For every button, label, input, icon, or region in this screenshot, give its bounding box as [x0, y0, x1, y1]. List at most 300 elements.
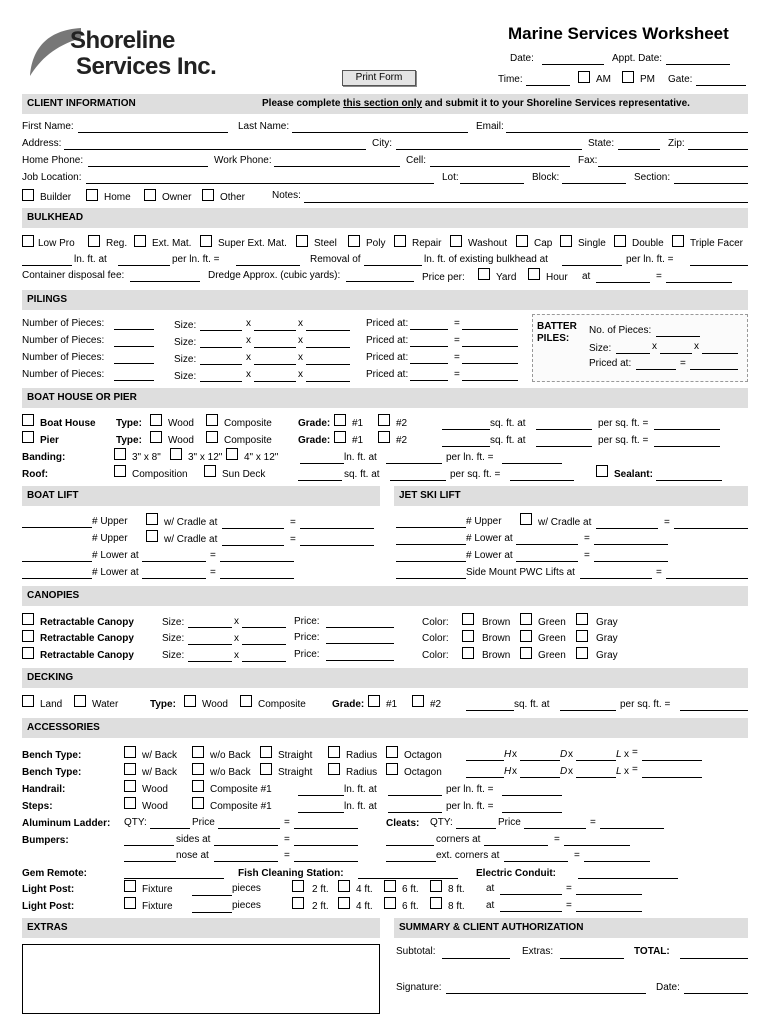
size-field-b[interactable] — [254, 347, 296, 348]
canopy-color-label: Color: — [422, 633, 449, 644]
x-label: x — [298, 369, 303, 380]
bench-l-field[interactable] — [576, 777, 616, 778]
sqft-at-label: sq. ft. at — [490, 435, 526, 446]
priced-at-field[interactable] — [410, 363, 448, 364]
bl-upper1-qty[interactable] — [22, 527, 92, 528]
light-total-field[interactable] — [576, 911, 642, 912]
size-field-a[interactable] — [200, 347, 242, 348]
canopy-price-label: Price: — [294, 616, 320, 627]
per-lnft-label-2: per ln. ft. = — [626, 254, 674, 265]
canopy-price-field[interactable] — [326, 627, 394, 628]
hour-checkbox[interactable] — [528, 268, 540, 280]
brown-label: Brown — [482, 650, 511, 661]
bl-lower2-rate[interactable] — [142, 578, 206, 579]
bh-composite-checkbox[interactable] — [206, 414, 218, 426]
owner-label: Owner — [162, 192, 192, 203]
appt-date-field[interactable] — [666, 64, 730, 65]
ladder-qty-field[interactable] — [150, 828, 190, 829]
x-label: x — [246, 335, 251, 346]
h-label: H — [504, 766, 512, 777]
wo-back-checkbox[interactable] — [192, 746, 204, 758]
home-label: Home — [104, 192, 131, 203]
owner-checkbox[interactable] — [144, 189, 156, 201]
ext-corners-at-label: ext. corners at — [436, 850, 500, 861]
roof-rate-field[interactable] — [390, 480, 446, 481]
ladder-price-field[interactable] — [218, 828, 280, 829]
date-label: Date: — [510, 53, 534, 64]
sealant-checkbox[interactable] — [596, 465, 608, 477]
js-side-mount-total[interactable] — [666, 578, 748, 579]
num-pieces-label: Number of Pieces: — [22, 352, 105, 363]
bh-grade1-checkbox[interactable] — [334, 414, 346, 426]
pier-label: Pier — [40, 435, 59, 446]
signature-field[interactable] — [446, 993, 646, 994]
light-total-field[interactable] — [576, 894, 642, 895]
radius-checkbox[interactable] — [328, 763, 340, 775]
triple-facer-checkbox[interactable] — [672, 235, 684, 247]
last-name-label: Last Name: — [238, 121, 290, 132]
canopy-x: x — [234, 650, 239, 661]
canopy-size-b[interactable] — [242, 644, 286, 645]
num-pieces-field[interactable] — [114, 363, 154, 364]
ft2-checkbox[interactable] — [292, 897, 304, 909]
other-checkbox[interactable] — [202, 189, 214, 201]
size-field-c[interactable] — [306, 347, 350, 348]
super-ext-mat-checkbox[interactable] — [200, 235, 212, 247]
canopy-green-checkbox[interactable] — [520, 613, 532, 625]
print-form-button[interactable]: Print Form — [342, 70, 416, 86]
canopy-x: x — [234, 633, 239, 644]
home-phone-label: Home Phone: — [22, 155, 84, 166]
block-field[interactable] — [562, 183, 626, 184]
single-checkbox[interactable] — [560, 235, 572, 247]
size-field-a[interactable] — [200, 364, 242, 365]
handrail-lnft-field[interactable] — [298, 795, 344, 796]
decking-sqft-field[interactable] — [466, 710, 514, 711]
bl-lower1-total[interactable] — [220, 561, 294, 562]
bench-d-field[interactable] — [520, 760, 560, 761]
ft2-checkbox[interactable] — [292, 880, 304, 892]
bulkhead-total-field[interactable] — [236, 265, 300, 266]
bumper-sides-rate[interactable] — [214, 845, 278, 846]
canopy-price-field[interactable] — [326, 660, 394, 661]
bl-cradle2-total[interactable] — [300, 545, 374, 546]
section-field[interactable] — [674, 183, 748, 184]
batter-priced-field[interactable] — [636, 369, 676, 370]
instruction-post: and submit it to your Shoreline Services representative. — [422, 98, 690, 109]
bumper-ext-corners-qty[interactable] — [386, 861, 436, 862]
size-field-a[interactable] — [200, 330, 242, 331]
sealant-field[interactable] — [656, 480, 722, 481]
bench-h-field[interactable] — [466, 777, 504, 778]
ft4-checkbox[interactable] — [338, 880, 350, 892]
ladder-price-label: Price — [192, 817, 215, 828]
js-lower2-total[interactable] — [594, 561, 668, 562]
conduit-field[interactable] — [578, 878, 678, 879]
steps-total-field[interactable] — [502, 812, 562, 813]
bl-cradle1-checkbox[interactable] — [146, 513, 158, 525]
wood-label: Wood — [168, 435, 194, 446]
canopy-checkbox[interactable] — [22, 630, 34, 642]
home-phone-field[interactable] — [88, 166, 208, 167]
banding-3x12-checkbox[interactable] — [170, 448, 182, 460]
banding-lnft-field[interactable] — [300, 463, 344, 464]
home-checkbox[interactable] — [86, 189, 98, 201]
cap-checkbox[interactable] — [516, 235, 528, 247]
batter-size-a[interactable] — [616, 353, 650, 354]
bench-h-field[interactable] — [466, 760, 504, 761]
fish-station-field[interactable] — [358, 878, 458, 879]
decking-grade2-checkbox[interactable] — [412, 695, 424, 707]
js-eq: = — [664, 517, 670, 528]
bl-cradle1-rate[interactable] — [222, 528, 284, 529]
priced-at-field[interactable] — [410, 329, 448, 330]
bumper-corners-qty[interactable] — [386, 845, 434, 846]
priced-at-field[interactable] — [410, 346, 448, 347]
decking-grade1-label: #1 — [386, 699, 398, 710]
pm-checkbox[interactable] — [622, 71, 634, 83]
batter-eq-label: = — [680, 358, 686, 369]
steps-lnft-field[interactable] — [298, 812, 344, 813]
dredge-total-field[interactable] — [666, 282, 732, 283]
subtotal-label: Subtotal: — [396, 946, 436, 957]
low-pro-checkbox[interactable] — [22, 235, 34, 247]
washout-checkbox[interactable] — [450, 235, 462, 247]
pieces-field[interactable] — [192, 895, 232, 896]
handrail-composite-checkbox[interactable] — [192, 780, 204, 792]
first-name-label: First Name: — [22, 121, 74, 132]
dredge-rate-field[interactable] — [596, 282, 650, 283]
canopy-size-b[interactable] — [242, 661, 286, 662]
address-field[interactable] — [64, 149, 366, 150]
straight-label: Straight — [278, 767, 313, 778]
pier-composite-checkbox[interactable] — [206, 431, 218, 443]
zip-field[interactable] — [688, 149, 748, 150]
decking-wood-checkbox[interactable] — [184, 695, 196, 707]
email-field[interactable] — [506, 132, 748, 133]
bl-lower1-qty[interactable] — [22, 561, 92, 562]
l-label: L — [616, 766, 622, 777]
decking-wood-label: Wood — [202, 699, 228, 710]
decking-rate-field[interactable] — [560, 710, 616, 711]
double-checkbox[interactable] — [614, 235, 626, 247]
ladder-total-field[interactable] — [294, 828, 358, 829]
signature-label: Signature: — [396, 982, 442, 993]
handrail-per-lnft-label: per ln. ft. = — [446, 784, 494, 795]
roof-sqft-field[interactable] — [298, 480, 342, 481]
handrail-wood-checkbox[interactable] — [124, 780, 136, 792]
x-label: x — [298, 318, 303, 329]
sun-deck-checkbox[interactable] — [204, 465, 216, 477]
green-label: Green — [538, 617, 566, 628]
am-checkbox[interactable] — [578, 71, 590, 83]
bl-lower2-qty[interactable] — [22, 578, 92, 579]
bl-cradle1-total[interactable] — [300, 528, 374, 529]
size-field-c[interactable] — [306, 381, 350, 382]
yard-checkbox[interactable] — [478, 268, 490, 280]
bh-total-field[interactable] — [654, 429, 720, 430]
js-cradle-rate[interactable] — [596, 528, 658, 529]
decking-total-field[interactable] — [680, 710, 748, 711]
bh-rate-field[interactable] — [536, 429, 592, 430]
composite-label: Composite — [224, 435, 272, 446]
batter-total-field[interactable] — [690, 369, 738, 370]
bench-total-field[interactable] — [642, 777, 702, 778]
grade-label: Grade: — [298, 418, 331, 429]
canopy-checkbox[interactable] — [22, 613, 34, 625]
gate-field[interactable] — [696, 85, 746, 86]
gem-remote-label: Gem Remote: — [22, 868, 88, 879]
canopy-gray-checkbox[interactable] — [576, 613, 588, 625]
bh-grade2-checkbox[interactable] — [378, 414, 390, 426]
bumper-corners-total[interactable] — [564, 845, 630, 846]
cleats-total-field[interactable] — [600, 828, 664, 829]
num-pieces-field[interactable] — [114, 346, 154, 347]
total-field[interactable] — [680, 958, 748, 959]
banding-rate-field[interactable] — [386, 463, 442, 464]
x-label: x — [246, 352, 251, 363]
removal-lnft-field[interactable] — [364, 265, 422, 266]
per-sqft-label: per sq. ft. = — [598, 418, 649, 429]
js-side-mount-qty[interactable] — [396, 578, 466, 579]
extras-total-field[interactable] — [560, 958, 624, 959]
removal-total-field[interactable] — [690, 265, 748, 266]
piling-total-field[interactable] — [462, 363, 518, 364]
bench-d-field[interactable] — [520, 777, 560, 778]
light-rate-field[interactable] — [500, 894, 562, 895]
cleats-price-field[interactable] — [524, 828, 586, 829]
fixture-checkbox[interactable] — [124, 897, 136, 909]
work-phone-field[interactable] — [274, 166, 400, 167]
bl-lower2-total[interactable] — [220, 578, 294, 579]
w-back-checkbox[interactable] — [124, 746, 136, 758]
pier-grade2-checkbox[interactable] — [378, 431, 390, 443]
canopy-gray-checkbox[interactable] — [576, 630, 588, 642]
pier-total-field[interactable] — [654, 446, 720, 447]
boat-house-heading: BOAT HOUSE OR PIER — [27, 392, 137, 403]
fax-field[interactable] — [598, 166, 748, 167]
num-pieces-field[interactable] — [114, 380, 154, 381]
steel-checkbox[interactable] — [296, 235, 308, 247]
decking-heading: DECKING — [27, 672, 74, 683]
gray-label: Gray — [596, 650, 618, 661]
bumper-ext-corners-rate[interactable] — [504, 861, 568, 862]
size-field-b[interactable] — [254, 364, 296, 365]
eq-label: = — [454, 318, 460, 329]
canopy-green-checkbox[interactable] — [520, 630, 532, 642]
roof-composition-checkbox[interactable] — [114, 465, 126, 477]
canopy-size-a[interactable] — [188, 661, 232, 662]
pieces-label: pieces — [232, 883, 261, 894]
js-side-mount-rate[interactable] — [580, 578, 652, 579]
steps-rate-field[interactable] — [388, 812, 442, 813]
batter-size-b[interactable] — [660, 353, 692, 354]
canopy-brown-checkbox[interactable] — [462, 613, 474, 625]
js-lower1-qty[interactable] — [396, 544, 466, 545]
pier-grade1-checkbox[interactable] — [334, 431, 346, 443]
piling-total-field[interactable] — [462, 380, 518, 381]
radius-label: Radius — [346, 750, 378, 761]
piling-total-field[interactable] — [462, 346, 518, 347]
w-back-checkbox[interactable] — [124, 763, 136, 775]
pier-sqft-field[interactable] — [442, 446, 490, 447]
ft6-label: 6 ft. — [402, 901, 419, 912]
poly-checkbox[interactable] — [348, 235, 360, 247]
reg-checkbox[interactable] — [88, 235, 100, 247]
bulkhead-lnft-field[interactable] — [22, 265, 72, 266]
state-field[interactable] — [618, 149, 660, 150]
grade2-label: #2 — [396, 418, 408, 429]
js-lower2-qty[interactable] — [396, 561, 466, 562]
handrail-total-field[interactable] — [502, 795, 562, 796]
bumper-nose-total[interactable] — [294, 861, 358, 862]
bh-sqft-field[interactable] — [442, 429, 490, 430]
banding-4x12-checkbox[interactable] — [226, 448, 238, 460]
super-ext-mat-label: Super Ext. Mat. — [218, 238, 287, 249]
handrail-rate-field[interactable] — [388, 795, 442, 796]
time-field[interactable] — [526, 85, 570, 86]
banding-4x12-label: 4" x 12" — [244, 452, 279, 463]
canopy-checkbox[interactable] — [22, 647, 34, 659]
ft4-checkbox[interactable] — [338, 897, 350, 909]
js-lower2-rate[interactable] — [516, 561, 578, 562]
bl-lower1-rate[interactable] — [142, 561, 206, 562]
bumper-ext-corners-total[interactable] — [584, 861, 650, 862]
batter-size-c[interactable] — [702, 353, 738, 354]
bulkhead-rate-field[interactable] — [118, 265, 170, 266]
bl-cradle2-checkbox[interactable] — [146, 530, 158, 542]
pier-wood-checkbox[interactable] — [150, 431, 162, 443]
canopy-size-a[interactable] — [188, 644, 232, 645]
decking-composite-checkbox[interactable] — [240, 695, 252, 707]
signature-date-field[interactable] — [684, 993, 748, 994]
ft6-checkbox[interactable] — [384, 897, 396, 909]
cleats-price-label: Price — [498, 817, 521, 828]
size-field-b[interactable] — [254, 381, 296, 382]
builder-checkbox[interactable] — [22, 189, 34, 201]
dredge-field[interactable] — [346, 281, 414, 282]
hour-label: Hour — [546, 272, 568, 283]
canopy-size-a[interactable] — [188, 627, 232, 628]
batter-num-field[interactable] — [656, 336, 700, 337]
light-rate-field[interactable] — [500, 911, 562, 912]
bumper-nose-qty[interactable] — [124, 861, 176, 862]
wo-back-checkbox[interactable] — [192, 763, 204, 775]
straight-checkbox[interactable] — [260, 763, 272, 775]
cleats-qty-field[interactable] — [456, 828, 496, 829]
date-field[interactable] — [542, 64, 604, 65]
size-field-b[interactable] — [254, 330, 296, 331]
boat-house-checkbox[interactable] — [22, 414, 34, 426]
notes-field[interactable] — [304, 202, 748, 203]
piling-total-field[interactable] — [462, 329, 518, 330]
sqft-at-label: sq. ft. at — [490, 418, 526, 429]
octagon-checkbox[interactable] — [386, 763, 398, 775]
js-upper-qty[interactable] — [396, 527, 466, 528]
cell-field[interactable] — [430, 166, 570, 167]
lot-field[interactable] — [460, 183, 524, 184]
first-name-field[interactable] — [78, 132, 228, 133]
ft8-checkbox[interactable] — [430, 880, 442, 892]
fixture-checkbox[interactable] — [124, 880, 136, 892]
size-field-a[interactable] — [200, 381, 242, 382]
decking-grade1-checkbox[interactable] — [368, 695, 380, 707]
bl-cradle2-rate[interactable] — [222, 545, 284, 546]
ft8-checkbox[interactable] — [430, 897, 442, 909]
gray-label: Gray — [596, 633, 618, 644]
bumper-nose-rate[interactable] — [214, 861, 278, 862]
x-label: x — [624, 766, 629, 777]
bumper-sides-total[interactable] — [294, 845, 358, 846]
js-cradle-total[interactable] — [674, 528, 748, 529]
radius-checkbox[interactable] — [328, 746, 340, 758]
priced-at-field[interactable] — [410, 380, 448, 381]
canopy-size-b[interactable] — [242, 627, 286, 628]
banding-3x8-checkbox[interactable] — [114, 448, 126, 460]
octagon-checkbox[interactable] — [386, 746, 398, 758]
canopy-brown-checkbox[interactable] — [462, 630, 474, 642]
decking-sqft-at-label: sq. ft. at — [514, 699, 550, 710]
ft6-checkbox[interactable] — [384, 880, 396, 892]
banding-total-field[interactable] — [502, 463, 562, 464]
size-field-c[interactable] — [306, 330, 350, 331]
bh-wood-checkbox[interactable] — [150, 414, 162, 426]
steps-wood-checkbox[interactable] — [124, 797, 136, 809]
city-field[interactable] — [396, 149, 582, 150]
bumper-eq: = — [574, 850, 580, 861]
num-pieces-field[interactable] — [114, 329, 154, 330]
bumper-sides-qty[interactable] — [124, 845, 174, 846]
pieces-field[interactable] — [192, 912, 232, 913]
bumper-corners-rate[interactable] — [484, 845, 548, 846]
steps-composite-checkbox[interactable] — [192, 797, 204, 809]
canopy-gray-checkbox[interactable] — [576, 647, 588, 659]
canopy-price-field[interactable] — [326, 643, 394, 644]
size-field-c[interactable] — [306, 364, 350, 365]
bench-type-label: Bench Type: — [22, 767, 82, 778]
removal-rate-field[interactable] — [562, 265, 622, 266]
canopy-green-checkbox[interactable] — [520, 647, 532, 659]
canopy-brown-checkbox[interactable] — [462, 647, 474, 659]
js-lower1-total[interactable] — [594, 544, 668, 545]
roof-total-field[interactable] — [510, 480, 574, 481]
repair-checkbox[interactable] — [394, 235, 406, 247]
ext-mat-checkbox[interactable] — [134, 235, 146, 247]
js-cradle-checkbox[interactable] — [520, 513, 532, 525]
straight-checkbox[interactable] — [260, 746, 272, 758]
land-checkbox[interactable] — [22, 695, 34, 707]
js-lower1-rate[interactable] — [516, 544, 578, 545]
gem-remote-field[interactable] — [124, 878, 224, 879]
pier-rate-field[interactable] — [536, 446, 592, 447]
container-fee-label: Container disposal fee: — [22, 270, 125, 281]
bench-l-field[interactable] — [576, 760, 616, 761]
ladder-qty-label: QTY: — [124, 817, 147, 828]
job-location-field[interactable] — [86, 183, 434, 184]
subtotal-field[interactable] — [442, 958, 510, 959]
extras-textarea[interactable] — [22, 944, 380, 1014]
canopy-label: Retractable Canopy — [40, 650, 134, 661]
last-name-field[interactable] — [292, 132, 468, 133]
fixture-label: Fixture — [142, 884, 173, 895]
bench-total-field[interactable] — [642, 760, 702, 761]
js-eq: = — [584, 550, 590, 561]
water-checkbox[interactable] — [74, 695, 86, 707]
container-fee-field[interactable] — [130, 281, 200, 282]
js-lower-label: # Lower at — [466, 533, 513, 544]
pier-checkbox[interactable] — [22, 431, 34, 443]
bulkhead-header — [22, 208, 748, 228]
